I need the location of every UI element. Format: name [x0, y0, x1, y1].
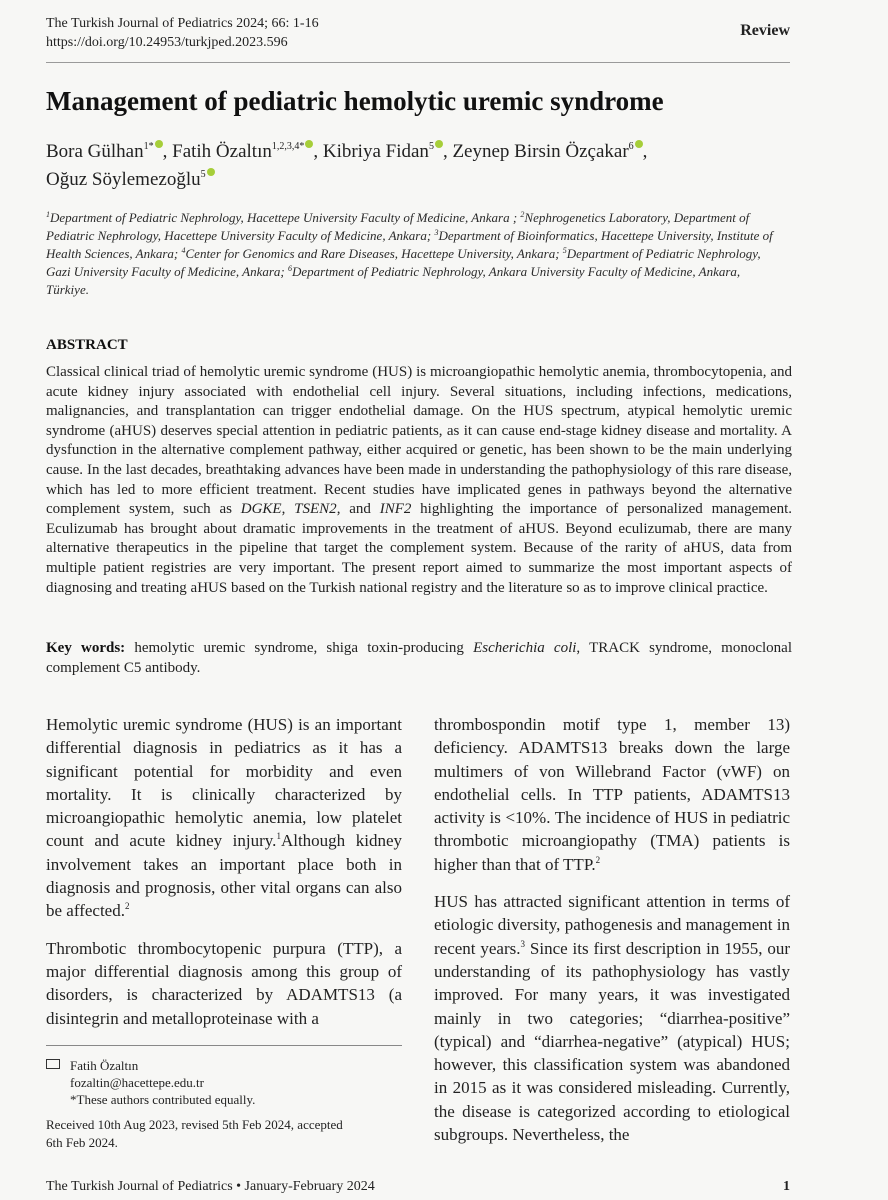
body-paragraph — [46, 713, 402, 923]
affil-sup: 5 — [562, 246, 567, 255]
footer-journal: The Turkish Journal of Pediatrics • January-February 2024 — [46, 1179, 375, 1194]
affil-sup: 1 — [46, 210, 50, 219]
header-divider — [46, 62, 790, 63]
doi-link[interactable]: https://doi.org/10.24953/turkjped.2023.596 — [46, 35, 288, 50]
article-title: Management of pediatric hemolytic uremic syndrome — [46, 86, 664, 116]
affiliation: Department of Pediatric Nephrology, Hacettepe University Faculty of Medicine, Ankara ; — [50, 210, 521, 225]
abstract-text: highlighting the importance of personalized management. Eculizumab has brought about dramatic improvements in the treatment of aHUS. Beyond eculizumab, there are many alternative therapeutics in the pipeline that target the complement system. Because of the rarity of aHUS, data from multiple patient registries are very important. The present report aimed to summarize the most important aspects of diagnosing and treating aHUS based on the Turkish national registry and the literature so as to improve clinical practice. — [46, 501, 792, 596]
body-paragraph — [434, 713, 790, 876]
citation-ref[interactable]: 1 — [276, 831, 281, 842]
affiliation: Department of Bioinformatics, Hacettepe University, Institute of Health Sciences, Ankara; — [46, 228, 773, 261]
affiliations — [46, 209, 776, 299]
citation-ref[interactable]: 2 — [595, 854, 601, 865]
orcid-icon[interactable] — [435, 140, 443, 148]
body-paragraph: Thrombotic thrombocytopenic purpura (TTP), a major differential diagnosis among this group of disorders, is characterized by ADAMTS13 (a disintegrin and metalloproteinase with a — [46, 938, 402, 1028]
affiliation: Department of Pediatric Nephrology, Gazi University Faculty of Medicine, Ankara; — [46, 246, 761, 279]
corresponding-author: Fatih Özaltın — [70, 1058, 139, 1073]
affiliation: Center for Genomics and Rare Diseases, Hacettepe University, Ankara; — [185, 246, 563, 261]
abstract-body — [46, 363, 792, 598]
affil-sup: 2 — [520, 210, 525, 219]
paragraph-text: Although kidney involvement takes an important place both in diagnosis and prognosis, other vital organs can also be affected. — [46, 831, 402, 921]
citation-ref[interactable]: 3 — [520, 938, 526, 949]
envelope-icon — [46, 1059, 60, 1069]
gene-name: INF2 — [379, 501, 412, 518]
journal-header — [46, 14, 319, 52]
author-affil-sup: 1* — [143, 141, 154, 152]
paragraph-text: HUS has attracted significant attention in terms of etiologic diversity, pathogenesis and management in recent years. — [434, 892, 790, 958]
keywords-text: , TRACK syndrome, monoclonal complement C5 antibody. — [46, 640, 792, 676]
affiliation: Nephrogenetics Laboratory, Department of Pediatric Nephrology, Hacettepe University Faculty of Medicine, Ankara; — [46, 210, 750, 243]
paragraph-text: Since its first description in 1955, our understanding of its pathophysiology has vastly improved. For many years, it was investigated mainly in two categories; “diarrhea-positive” (typical) and “diarrhea-negative” (atypical) HUS; however, this classification system was abandoned in 2015 as it was considered misleading. Currently, the disease is categorized according to etiological subgroups. Nevertheless, the — [434, 938, 790, 1145]
abstract-text: , — [281, 501, 295, 518]
affiliation: Department of Pediatric Nephrology, Ankara University Faculty of Medicine, Ankara, Türkiye. — [46, 264, 741, 297]
orcid-icon[interactable] — [635, 140, 643, 148]
affil-sup: 6 — [288, 264, 293, 273]
author-name: Bora Gülhan — [46, 141, 144, 162]
corresponding-email[interactable]: fozaltin@hacettepe.edu.tr — [70, 1075, 204, 1090]
abstract-heading: ABSTRACT — [46, 337, 128, 353]
keywords-text: hemolytic uremic syndrome, shiga toxin-producing — [125, 640, 474, 656]
body-left-column — [46, 713, 402, 1044]
received-dates: Received 10th Aug 2023, revised 5th Feb 2024, accepted 6th Feb 2024. — [46, 1117, 343, 1150]
gene-name: DGKE — [240, 501, 282, 518]
affil-sup: 3 — [434, 228, 439, 237]
footnote-divider — [46, 1045, 402, 1046]
keywords — [46, 638, 792, 678]
author-name: Oğuz Söylemezoğlu — [46, 169, 201, 190]
body-paragraph — [434, 890, 790, 1146]
affil-sup: 4 — [181, 246, 186, 255]
author-affil-sup: 5 — [428, 141, 434, 152]
article-type-label: Review — [740, 22, 790, 39]
paragraph-text: thrombospondin motif type 1, member 13) deficiency. ADAMTS13 breaks down the large multimers of von Willebrand Factor (vWF) on endothelial cells. In TTP patients, ADAMTS13 activity is <10%. The incidence of HUS in pediatric thrombotic microangiopathy (TMA) patients is higher than that of TTP. — [434, 715, 790, 874]
orcid-icon[interactable] — [305, 140, 313, 148]
orcid-icon[interactable] — [207, 168, 215, 176]
page-number: 1 — [783, 1179, 790, 1194]
gene-name: TSEN2 — [294, 501, 337, 518]
orcid-icon[interactable] — [155, 140, 163, 148]
keywords-label: Key words: — [46, 640, 126, 656]
citation-ref[interactable]: 2 — [124, 901, 130, 912]
author-affil-sup: 1,2,3,4* — [271, 141, 305, 152]
paragraph-text: Hemolytic uremic syndrome (HUS) is an important differential diagnosis in pediatrics as it has a significant potential for morbidity and even mortality. It is clinically characterized by microangiopathic hemolytic anemia, low platelet count and acute kidney injury. — [46, 715, 402, 851]
author-affil-sup: 6 — [628, 141, 634, 152]
equal-contribution-note: *These authors contributed equally. — [70, 1092, 256, 1107]
correspondence-block — [46, 1057, 255, 1108]
author-name: Kibriya Fidan — [322, 141, 429, 162]
author-list: Bora Gülhan$^{1*}$ , Fatih Özaltın$^{1,2,3,4*}$ , Kibriya Fidan$^5$ , Zeynep Birsin Özçakar$^6$ , Oğuz Söylemezoğlu$^5$ — [46, 141, 648, 190]
journal-citation: The Turkish Journal of Pediatrics 2024; 66: 1-16 — [46, 16, 319, 31]
body-right-column — [434, 713, 790, 1160]
author-name: Fatih Özaltın — [172, 141, 272, 162]
abstract-text: Classical clinical triad of hemolytic uremic syndrome (HUS) is microangiopathic hemolytic anemia, thrombocytopenia, and acute kidney injury associated with endothelial cell injury. Several situations, including infections, medications, malignancies, and transplantation can trigger endothelial damage. On the HUS spectrum, atypical hemolytic uremic syndrome (aHUS) deserves special attention in pediatric patients, as it can cause end-stage kidney disease and mortality. A dysfunction in the alternative complement pathway, either acquired or genetic, has been shown to be the main underlying cause. In the last decades, breathtaking advances have been made in understanding the pathophysiology of this rare disease, which has led to more efficient treatment. Recent studies have implicated genes in pathways beyond the alternative complement system, such as — [46, 364, 792, 518]
keywords-italic: Escherichia coli — [473, 640, 577, 656]
author-name: Zeynep Birsin Özçakar — [452, 141, 629, 162]
author-affil-sup: 5 — [200, 169, 206, 180]
abstract-text: , and — [336, 501, 380, 518]
